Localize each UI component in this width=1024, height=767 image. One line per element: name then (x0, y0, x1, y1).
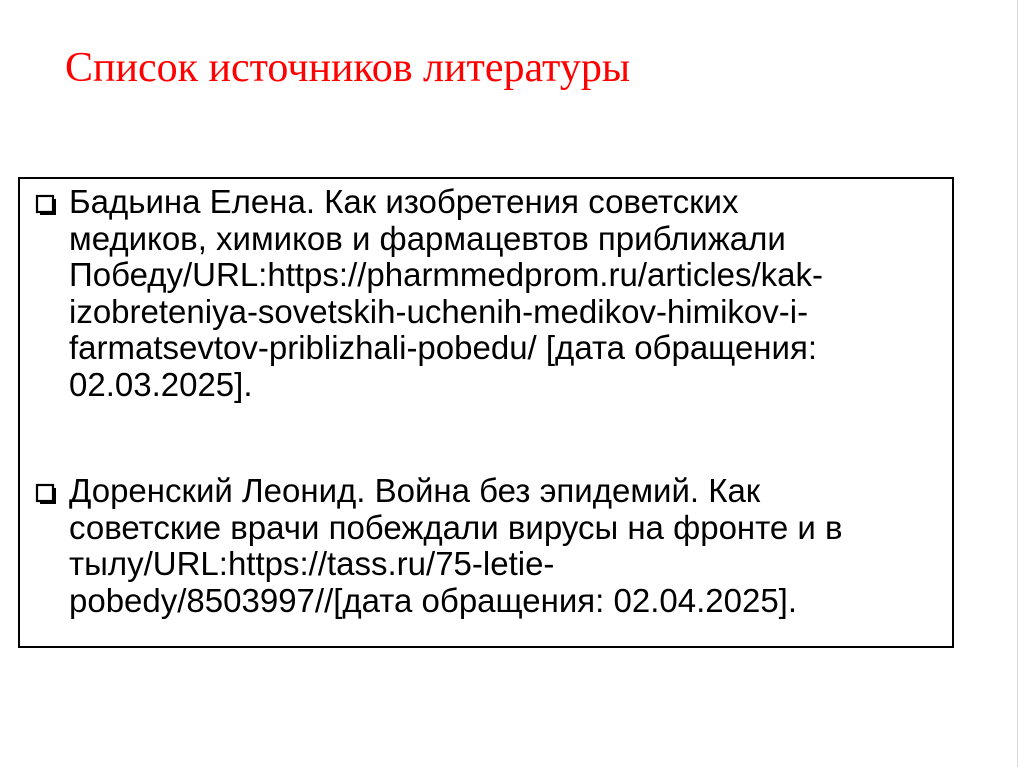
reference-line: Бадьина Елена. Как изобретения советских (69, 183, 739, 220)
reference-line: farmatsevtov-priblizhali-pobedu/ [дата обращения: (69, 329, 817, 366)
reference-line: советские врачи побеждали вирусы на фронте и в (69, 508, 843, 546)
reference-line: 02.03.2025]. (69, 365, 253, 403)
reference-line: pobedy/8503997//[дата обращения: 02.04.2025]. (69, 581, 798, 619)
reference-line: Победу/URL:https://pharmmedprom.ru/articles/kak- (69, 256, 824, 293)
reference-item (34, 184, 939, 403)
slide-title: Список источников литературы (65, 45, 631, 91)
reference-line: izobreteniya-sovetskih-uchenih-medikov-himikov-i- (69, 292, 809, 330)
reference-text (69, 473, 939, 619)
reference-line: Доренский Леонид. Война без эпидемий. Как (69, 472, 761, 509)
references-box (18, 177, 954, 648)
slide-edge-line (1017, 0, 1018, 767)
reference-line: тылу/URL:https://tass.ru/75-letie- (69, 545, 555, 582)
checkbox-square-icon (34, 193, 58, 217)
reference-text (69, 184, 939, 403)
checkbox-square-icon (34, 482, 58, 506)
reference-item (34, 473, 939, 619)
reference-line: медиков, химиков и фармацевтов приближали (69, 219, 786, 257)
